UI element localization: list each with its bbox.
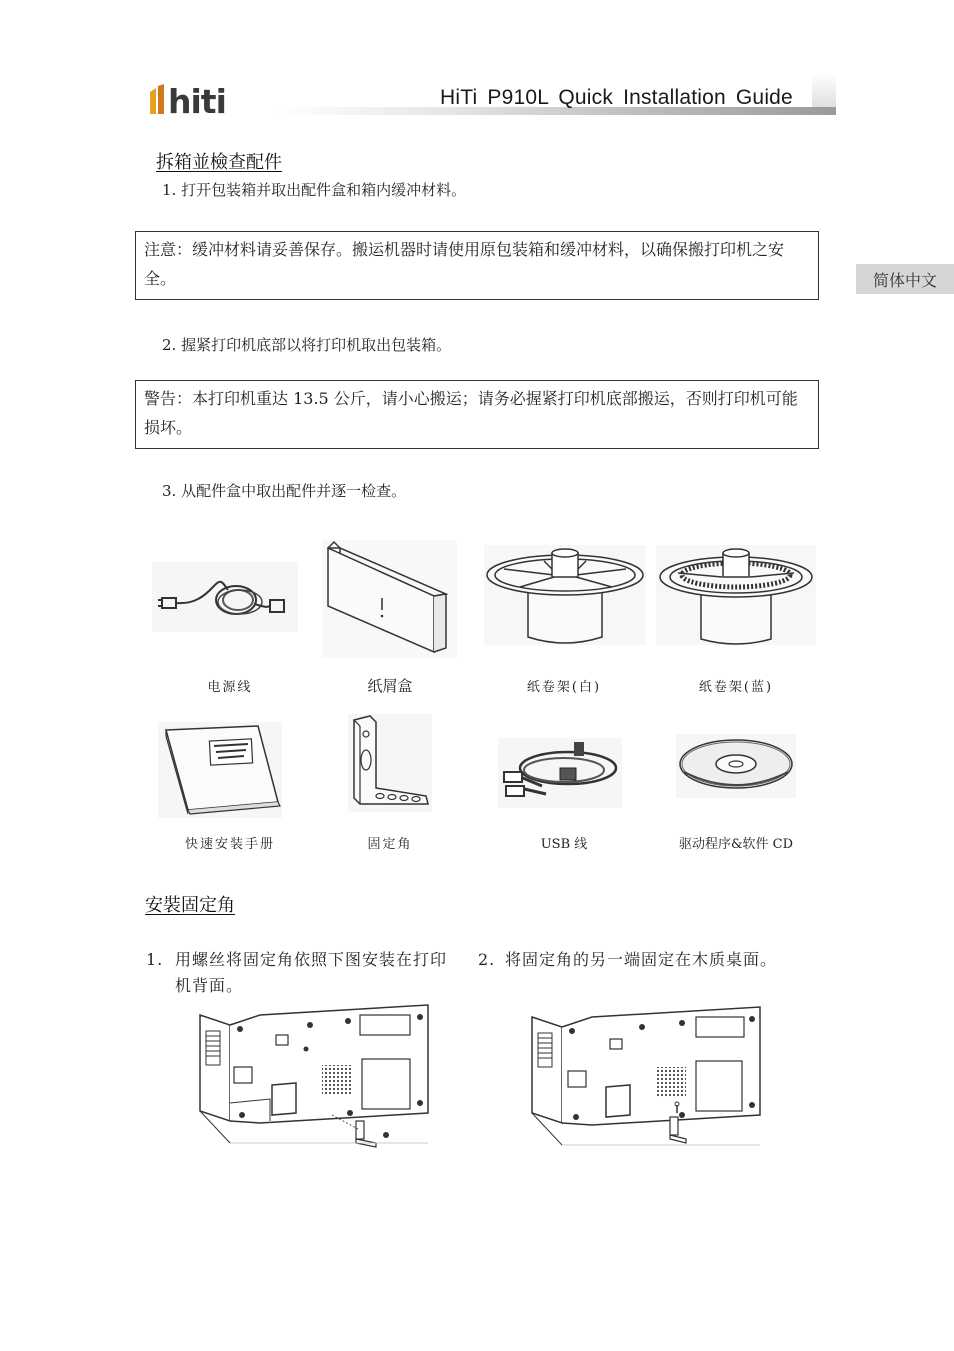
- step-3-text: 3. 从配件盒中取出配件并逐一检查。: [162, 482, 407, 500]
- accessory-label: 驱动程序&软件 CD: [678, 837, 794, 852]
- warning-box: [135, 380, 819, 449]
- svg-text:hiti: hiti: [168, 84, 226, 118]
- accessory-label: 快速安装手册: [184, 837, 275, 852]
- caution-box: [135, 231, 819, 300]
- header-accent: [812, 72, 836, 108]
- quick-guide-booklet-icon: [158, 722, 282, 818]
- paper-roll-holder-blue-icon: [656, 545, 816, 645]
- power-cord-icon: [150, 560, 300, 635]
- bracket-step-1-number: 1.: [146, 950, 164, 969]
- section-heading-unpacking: 拆箱並檢查配件: [156, 152, 282, 173]
- caution-text: 注意：缓冲材料请妥善保存。搬运机器时请使用原包装箱和缓冲材料，以确保搬打印机之安全。: [144, 240, 785, 288]
- section-heading-bracket: 安裝固定角: [145, 895, 235, 916]
- printer-back-bracket-install-icon: [200, 1003, 432, 1153]
- usb-cable-icon: [498, 738, 622, 808]
- accessory-label: USB 线: [540, 837, 588, 852]
- bracket-step-2-number: 2.: [478, 950, 496, 969]
- fixing-bracket-icon: [348, 714, 432, 812]
- bracket-step-1-text: 用螺丝将固定角依照下图安装在打印机背面。: [175, 950, 448, 995]
- step-1-text: 1. 打开包装箱并取出配件盒和箱内缓冲材料。: [162, 181, 467, 199]
- warning-text: 警告：本打印机重达 13.5 公斤，请小心搬运；请务必握紧打印机底部搬运，否则打印机可能损坏。: [144, 389, 798, 437]
- bracket-step-2-text: 将固定角的另一端固定在木质桌面。: [505, 950, 778, 969]
- accessory-label: 固定角: [367, 837, 413, 852]
- step-2-text: 2. 握紧打印机底部以将打印机取出包装箱。: [162, 336, 452, 354]
- accessory-label: 纸卷架(蓝): [698, 680, 774, 695]
- printer-back-bracket-desk-icon: [532, 1005, 764, 1153]
- accessory-label: 纸屑盒: [367, 677, 413, 695]
- driver-cd-icon: [676, 734, 796, 798]
- paper-roll-holder-white-icon: [484, 545, 646, 645]
- accessory-label: 电源线: [207, 680, 253, 695]
- accessory-label: 纸卷架(白): [526, 680, 602, 695]
- hiti-logo: [150, 84, 250, 118]
- paper-scrap-box-icon: [322, 540, 457, 658]
- language-tab[interactable]: 简体中文: [856, 264, 954, 294]
- guide-title: HiTi P910L Quick Installation Guide: [440, 86, 793, 109]
